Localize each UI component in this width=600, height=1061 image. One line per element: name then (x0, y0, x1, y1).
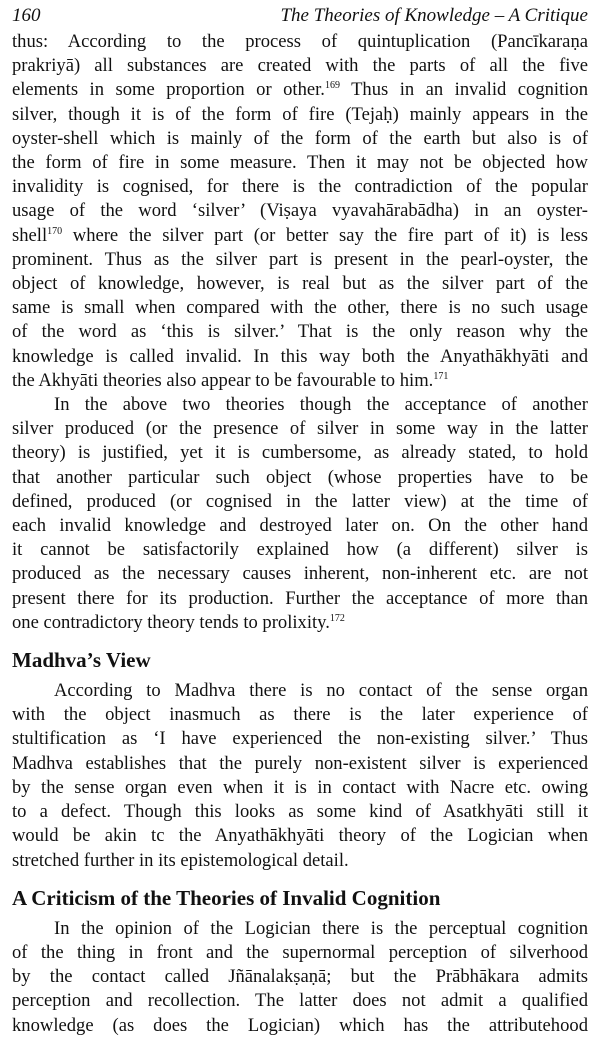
text-run: oyster-shell which is mainly of the form of the earth but also is of (12, 127, 588, 149)
text-line (12, 679, 588, 703)
text-line (12, 611, 588, 635)
text-run: stretched further in its epistemological detail. (12, 849, 349, 871)
text-run: object of knowledge, however, is real but as the silver part of the (12, 273, 588, 295)
text-run: thus: According to the process of quintuplication (Pancīkaraṇa (12, 31, 588, 52)
paragraph-3 (12, 679, 588, 873)
text-line (12, 248, 588, 272)
text-line (12, 538, 588, 562)
footnote-marker: 170 (47, 225, 63, 237)
text-line (12, 776, 588, 800)
text-run: perception and recollection. The latter does not admit a qualified (12, 990, 588, 1012)
text-line (12, 151, 588, 175)
text-run: invalidity is cognised, for there is the contradiction of the popular (12, 176, 588, 198)
text-line (12, 78, 588, 102)
page-number: 160 (12, 5, 41, 26)
text-run: In the above two theories though the acceptance of another (54, 394, 588, 416)
text-line (12, 800, 588, 824)
text-run: of the word as ‘this is silver.’ That is the only reason why the (12, 321, 588, 343)
text-line (12, 369, 588, 393)
footnote-marker: 169 (324, 80, 340, 92)
text-line (12, 824, 588, 848)
text-run: knowledge (as does the Logician) which has the attributehood (12, 1014, 588, 1036)
text-line (12, 514, 588, 538)
text-run: stultification as ‘I have experienced the non-existing silver.’ Thus (12, 728, 588, 750)
text-line (12, 1014, 588, 1038)
text-run: the Akhyāti theories also appear to be favourable to him. (12, 369, 434, 391)
text-line (12, 989, 588, 1013)
text-run: would be akin tc the Anyathākhyāti theory of the Logician when (12, 825, 588, 847)
text-line (12, 562, 588, 586)
text-run: Thus in an invalid cognition (339, 79, 588, 101)
text-line (12, 965, 588, 989)
text-run: Madhva establishes that the purely non-existent silver is experienced (12, 752, 588, 774)
text-line (12, 703, 588, 727)
text-run: where the silver part (or better say the fire part of it) is less (62, 224, 588, 246)
text-line (12, 296, 588, 320)
text-run: usage of the word ‘silver’ (Viṣaya vyavahārabādha) in an oyster- (12, 200, 588, 222)
text-run: prominent. Thus as the silver part is present in the pearl-oyster, the (12, 248, 588, 270)
text-run: knowledge is called invalid. In this way both the Anyathākhyāti and (12, 345, 588, 367)
text-run: present there for its production. Further the acceptance of more than (12, 587, 588, 609)
text-line (12, 393, 588, 417)
text-line (12, 587, 588, 611)
footnote-marker: 171 (433, 370, 449, 382)
text-line (12, 30, 588, 54)
text-line (12, 752, 588, 776)
text-run: one contradictory theory tends to prolixity. (12, 611, 330, 633)
paragraph-4 (12, 917, 588, 1038)
text-line (12, 917, 588, 941)
text-run: silver, though it is of the form of fire (Tejaḥ) mainly appears in the (12, 103, 588, 125)
running-title: The Theories of Knowledge – A Critique (280, 5, 588, 26)
text-run: shell (12, 224, 48, 246)
text-line (12, 199, 588, 223)
text-line (12, 345, 588, 369)
text-line (12, 466, 588, 490)
text-run: defined, produced (or cognised in the latter view) at the time of (12, 490, 588, 512)
section-heading-madhva: Madhva’s View (12, 648, 151, 673)
text-run: In the opinion of the Logician there is the perceptual cognition (54, 917, 588, 939)
text-line (12, 441, 588, 465)
text-run: by the contact called Jñānalakṣaṇā; but the Prābhākara admits (12, 966, 588, 988)
text-line (12, 490, 588, 514)
text-run: it cannot be satisfactorily explained how (a different) silver is (12, 539, 588, 561)
text-run: elements in some proportion or other. (12, 79, 325, 101)
text-line (12, 224, 588, 248)
text-line (12, 849, 588, 873)
text-run: prakriyā) all substances are created with the parts of all the five (12, 55, 588, 77)
running-header (12, 0, 588, 30)
text-run: According to Madhva there is no contact of the sense organ (54, 680, 588, 702)
paragraph-1 (12, 30, 588, 393)
text-line (12, 54, 588, 78)
text-run: that another particular such object (whose properties have to be (12, 466, 588, 488)
text-run: silver produced (or the presence of silver in some way in the latter (12, 418, 588, 440)
text-run: theory) is justified, yet it is cumbersome, as already stated, to hold (12, 442, 588, 464)
text-run: the form of fire in some measure. Then it may not be objected how (12, 152, 588, 174)
text-line (12, 320, 588, 344)
paragraph-2 (12, 393, 588, 635)
text-line (12, 941, 588, 965)
text-line (12, 727, 588, 751)
text-run: same is small when compared with the other, there is no such usage (12, 297, 588, 319)
section-heading-criticism: A Criticism of the Theories of Invalid Cognition (12, 885, 441, 910)
text-run: of the thing in front and the supernormal perception of silverhood (12, 941, 588, 963)
text-run: by the sense organ even when it is in contact with Nacre etc. owing (12, 776, 588, 798)
text-line (12, 417, 588, 441)
text-run: produced as the necessary causes inherent, non-inherent etc. are not (12, 563, 588, 585)
text-line (12, 272, 588, 296)
text-run: to a defect. Though this looks as some kind of Asatkhyāti still it (12, 801, 588, 823)
text-line (12, 127, 588, 151)
text-line (12, 175, 588, 199)
text-line (12, 103, 588, 127)
text-run: with the object inasmuch as there is the later experience of (12, 704, 588, 726)
text-run: each invalid knowledge and destroyed later on. On the other hand (12, 515, 588, 537)
footnote-marker: 172 (329, 612, 345, 624)
